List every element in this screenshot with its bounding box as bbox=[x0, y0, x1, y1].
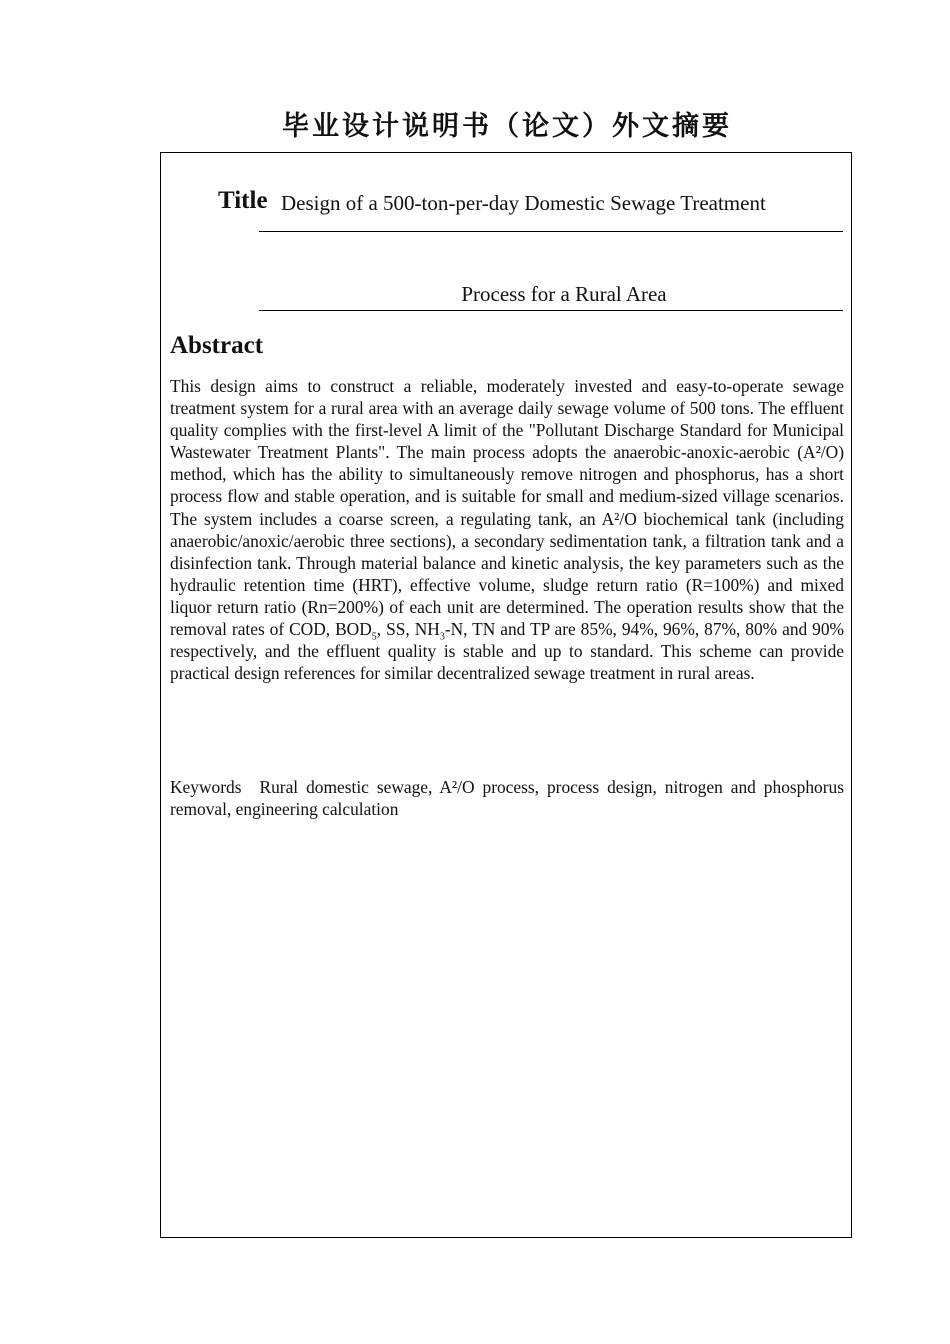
title-line-2: Process for a Rural Area bbox=[461, 282, 667, 306]
title-line-1: Design of a 500-ton-per-day Domestic Sewage Treatment bbox=[281, 191, 766, 215]
page-heading: 毕业设计说明书（论文）外文摘要 bbox=[282, 111, 732, 142]
title-underline-1 bbox=[259, 231, 843, 232]
abstract-heading: Abstract bbox=[170, 332, 264, 359]
abstract-text-part-2: , SS, NH bbox=[376, 619, 440, 640]
abstract-frame bbox=[160, 152, 852, 1238]
title-underline-2 bbox=[259, 310, 843, 311]
abstract-subscript-1: 5 bbox=[371, 631, 377, 643]
abstract-body bbox=[170, 375, 844, 684]
keywords bbox=[170, 776, 844, 820]
abstract-text-part-3: -N, TN and TP are 85%, 94%, 96%, 87%, 80% and 90% respectively, and the effluent quality is stable and up to standard. This scheme can provide practical design references for similar decentralized sewage treatment in rural areas. bbox=[170, 619, 845, 684]
title-label: Title bbox=[218, 187, 268, 214]
keywords-label: Keywords bbox=[170, 777, 242, 797]
abstract-subscript-2: 3 bbox=[439, 631, 445, 643]
abstract-text-part-1: This design aims to construct a reliable, moderately invested and easy-to-operate sewage treatment system for a rural area with an average daily sewage volume of 500 tons. The effluent quality complies with the first-level A limit of the "Pollutant Discharge Standard for Municipal Wastewater Treatment Plants". The main process adopts the anaerobic-anoxic-aerobic (A²/O) method, which has the ability to simultaneously remove nitrogen and phosphorus, has a short process flow and stable operation, and is suitable for small and medium-sized village scenarios. The system includes a coarse screen, a regulating tank, an A²/O biochemical tank (including anaerobic/anoxic/aerobic three sections), a secondary sedimentation tank, a filtration tank and a disinfection tank. Through material balance and kinetic analysis, the key parameters such as the hydraulic retention time (HRT), effective volume, sludge return ratio (R=100%) and mixed liquor return ratio (Rn=200%) of each unit are determined. The operation results show that the removal rates of COD, BOD bbox=[170, 376, 844, 640]
keywords-text: Rural domestic sewage, A²/O process, process design, nitrogen and phosphorus removal, engineering calculation bbox=[170, 777, 844, 820]
